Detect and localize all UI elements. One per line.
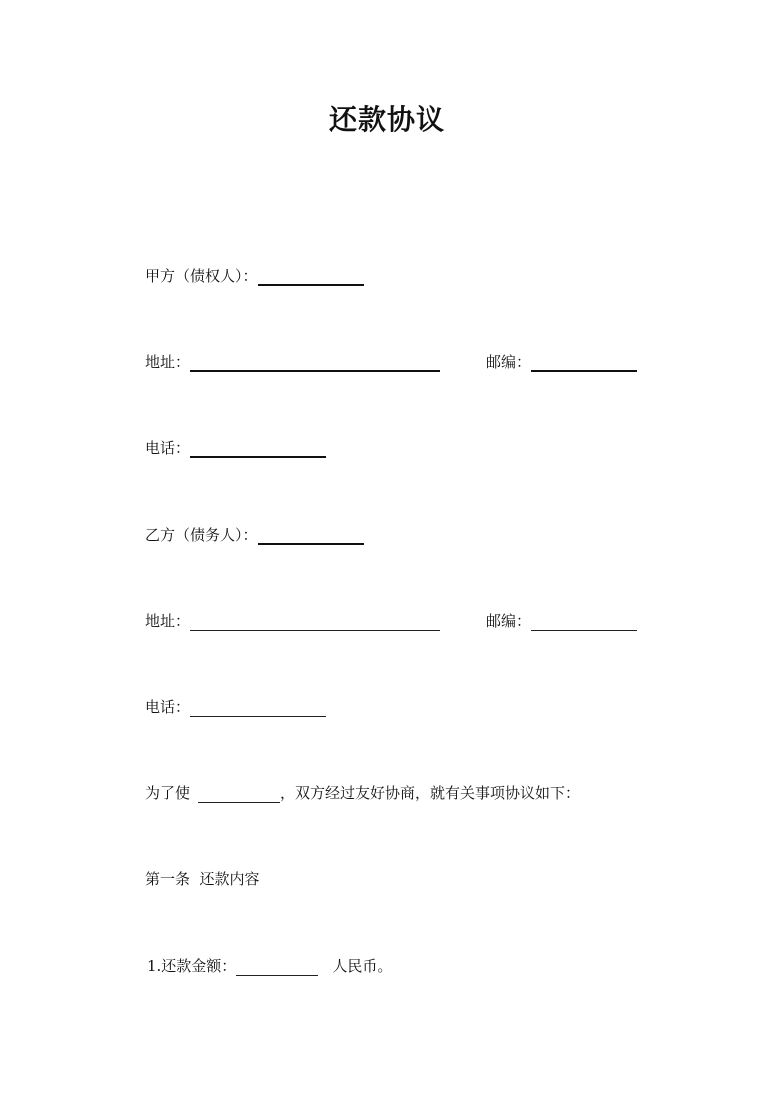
party-b-address-label: 地址：: [145, 612, 191, 630]
party-b-postcode-line: [486, 611, 637, 631]
item-1-label: 1.还款金额：: [147, 957, 237, 975]
party-b-address-line: [145, 611, 440, 631]
party-b-address-blank[interactable]: [190, 616, 440, 631]
party-b-postcode-label: 邮编：: [486, 612, 532, 630]
party-a-phone-blank[interactable]: [190, 442, 326, 458]
party-b-name-blank[interactable]: [258, 529, 364, 545]
item-1-line: [147, 956, 392, 976]
intro-prefix: 为了使: [145, 784, 191, 802]
intro-purpose-blank[interactable]: [198, 788, 280, 803]
party-a-postcode-blank[interactable]: [531, 356, 637, 372]
party-a-label: 甲方（债权人）：: [145, 267, 258, 285]
party-b-phone-line: [145, 697, 326, 717]
party-a-address-blank[interactable]: [190, 356, 440, 372]
party-b-line: [145, 525, 364, 545]
party-a-address-line: [145, 352, 440, 372]
party-b-phone-blank[interactable]: [190, 702, 326, 717]
document-title: 还款协议: [328, 103, 445, 136]
party-a-name-blank[interactable]: [258, 270, 364, 286]
party-a-postcode-line: [486, 352, 637, 372]
party-a-phone-line: [145, 438, 326, 458]
repayment-amount-blank[interactable]: [236, 961, 318, 976]
party-b-phone-label: 电话：: [145, 698, 191, 716]
party-b-postcode-blank[interactable]: [531, 616, 637, 631]
party-a-phone-label: 电话：: [145, 439, 191, 457]
intro-line: [145, 783, 580, 803]
party-b-label: 乙方（债务人）：: [145, 526, 258, 544]
party-a-address-label: 地址：: [145, 353, 191, 371]
intro-suffix: ，双方经过友好协商，就有关事项协议如下：: [280, 784, 581, 802]
party-a-line: [145, 266, 364, 286]
item-1-currency: 人民币。: [332, 957, 393, 975]
party-a-postcode-label: 邮编：: [486, 353, 532, 371]
article-1-heading: 第一条 还款内容: [145, 870, 260, 888]
